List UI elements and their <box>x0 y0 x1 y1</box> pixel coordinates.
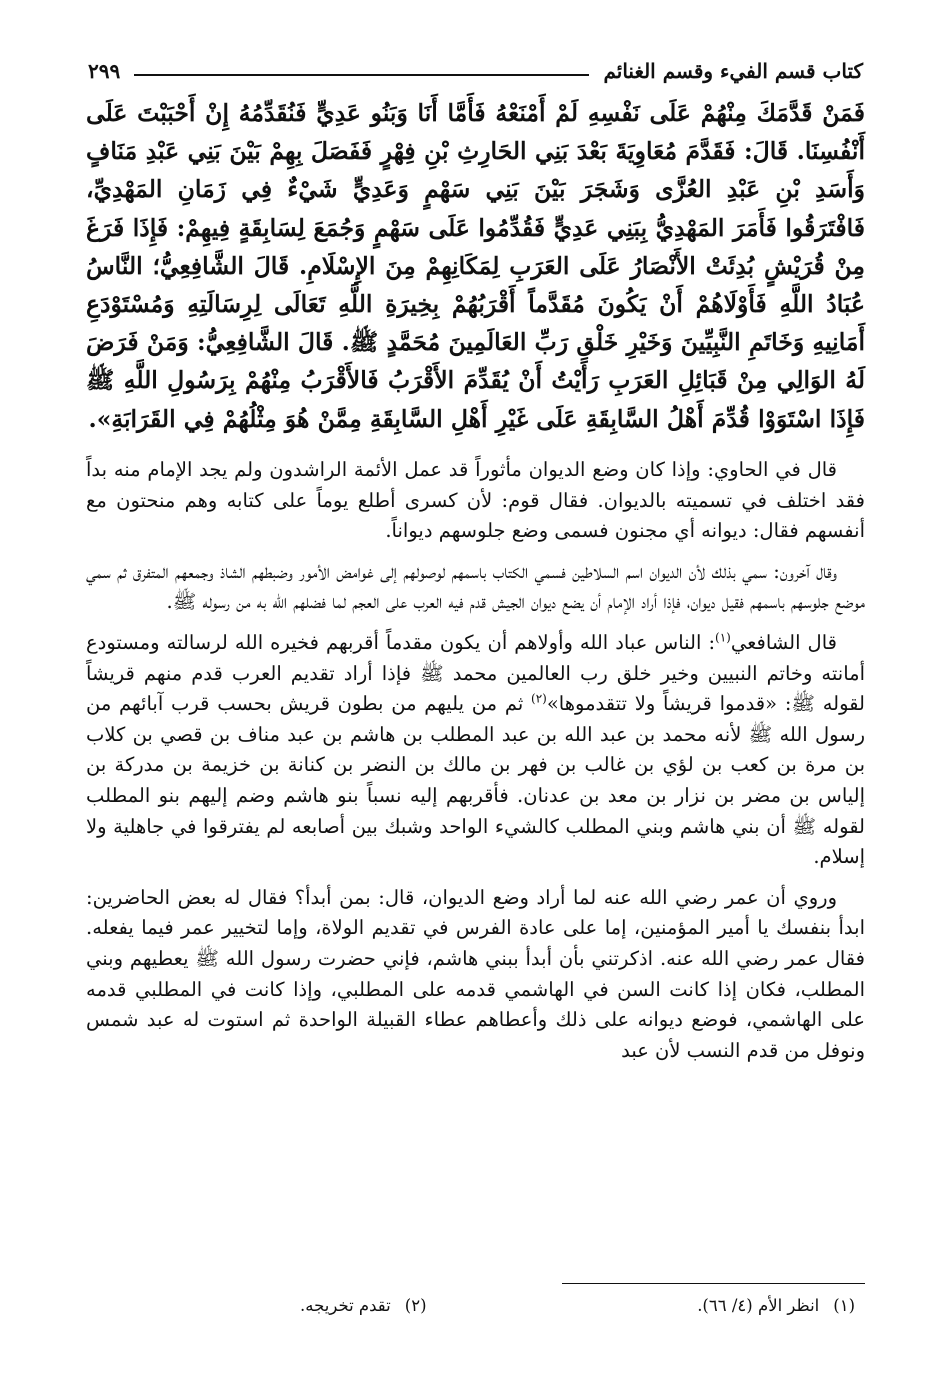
paragraph-text: ثم من يليهم من بطون قريش بحسب قرب آبائهم من رسول الله ﷺ لأنه محمد بن عبد الله بن عبد المطلب بن هاشم بن عبد مناف بن قصي بن كلاب بن مرة بن كعب بن لؤي بن غالب بن فهر بن مالك بن النضر بن كنانة بن خزيمة بن مدركة بن إلياس بن مضر بن نزار بن معد بن عدنان. فأقربهم إليه نسباً بنو هاشم وضم إليهم بنو المطلب لقوله ﷺ أن بني هاشم وبني المطلب كالشيء الواحد وشبك بين أصابعه لم يفترقوا في جاهلية ولا إسلام. <box>86 692 865 869</box>
commentary-paragraph <box>86 628 865 873</box>
footnote-divider <box>562 1283 865 1284</box>
footnote-number: (١) <box>833 1296 855 1315</box>
main-text-block: فَمَنْ قَدَّمَكَ مِنْهُمْ عَلَى نَفْسِهِ لَمْ أَمْنَعْهُ فَأَمَّا أَنَا وَبَنُو عَدِيٍّ فَنُقَدِّمُهُ إِنْ أَحْبَبْتَ عَلَى أَنْفُسِنَا. قَالَ: فَقَدَّمَ مُعَاوِيَةَ بَعْدَ بَنِي الحَارِثِ بْنِ فِهْرٍ فَفَصَلَ بِهِمْ بَيْنَ بَنِي عَبْدِ مَنَافٍ وَأَسَدِ بْنِ عَبْدِ العُزَّى وَشَجَرَ بَيْنَ بَنِي سَهْمٍ وَعَدِيٍّ شَيْءٌ فِي زَمَانِ المَهْدِيِّ، فَافْتَرَقُوا فَأَمَرَ المَهْدِيُّ بِبَنِي عَدِيٍّ فَقُدِّمُوا عَلَى سَهْمٍ وَجُمَعَ لِسَابِقَةٍ فِيهِمْ: فَإِذَا فَرَغَ مِنْ قُرَيْشٍ بُدِئَتْ الأَنْصَارُ عَلَى العَرَبِ لِمَكَانِهِمْ مِنَ الإِسْلَامِ. قَالَ الشَّافِعِيُّ؛ النَّاسُ عُبَادُ اللَّهِ فَأَوْلَاهُمْ أَنْ يَكُونَ مُقَدَّماً أَقْرَبُهُمْ بِخِيرَةِ اللَّهِ تَعَالَى لِرِسَالَتِهِ وَمُسْتَوْدَعِ أَمَانِيهِ وَخَاتَمِ النَّبِيِّينَ وَخَيْرِ خَلْقِ رَبِّ العَالَمِينَ مُحَمَّدٍ ﷺ. قَالَ الشَّافِعِيُّ: وَمَنْ فَرَضَ لَهُ الوَالِي مِنْ قَبَائِلِ العَرَبِ رَأَيْتُ أَنْ يُقَدِّمَ الأَقْرَبُ فَالأَقْرَبُ مِنْهُمْ بِرَسُولِ اللَّهِ ﷺ فَإِذَا اسْتَوَوْا قُدِّمَ أَهْلُ السَّابِقَةِ عَلَى غَيْرِ أَهْلِ السَّابِقَةِ مِمَّنْ هُوَ مِثْلُهُمْ فِي القَرَابَةِ». <box>86 99 865 433</box>
commentary-paragraph: قال في الحاوي: وإذا كان وضع الديوان مأثوراً قد عمل الأئمة الراشدون ولم يجد الإمام منه بداً فقد اختلف في تسميته بالديوان. فقال قوم: لأن كسرى أطلع يوماً على كتابه وهم منحتون مع أنفسهم فقال: ديوانه أي مجنون فسمى وضع جلوسهم ديواناً. <box>86 458 865 543</box>
commentary-paragraph: وروي أن عمر رضي الله عنه لما أراد وضع الديوان، قال: بمن أبدأ؟ فقال له بعض الحاضرين: ابدأ بنفسك يا أمير المؤمنين، إما على عادة الفرس في تقديم الولاة، وإما لتخيير عمر فيما يفعله. فقال عمر رضي الله عنه. اذكرتني بأن أبدأ ببني هاشم، فإني حضرت رسول الله ﷺ يعطيهم وبني المطلب، فكان إذا كانت السن في الهاشمي قدمه على المطلبي، وإذا كانت في المطلبي قدمه على الهاشمي، فوضع ديوانه على ذلك وأعطاهم عطاء القبيلة الواحدة ثم استوت له عبد شمس ونوفل من قدم النسب لأن عبد <box>86 885 865 1062</box>
footnote <box>697 1296 855 1315</box>
footnote <box>300 1296 427 1315</box>
page-number: ٢٩٩ <box>88 59 121 83</box>
footnote-text: انظر الأم (٤/ ٦٦). <box>697 1296 820 1315</box>
commentary-block <box>86 455 865 1076</box>
footnote-ref: (٢) <box>531 691 547 706</box>
commentary-paragraph: وقال آخرون: سمي بذلك لأن الديوان اسم السلاطين فسمي الكتاب باسمهم لوصولهم إلى غوامض الأمور وضبطهم الشاذ وجمعهم المتفرق ثم سمي موضع جلوسهم باسمهم فقيل ديوان، فإذا أراد الإمام أن يضع ديوان الجيش قدم فيه العرب على العجم لما فضلهم الله به من رسوله ﷺ. <box>86 559 865 614</box>
header-divider <box>134 74 589 76</box>
footnote-text: تقدم تخريجه. <box>300 1296 391 1315</box>
footnote-ref: (١) <box>715 630 731 645</box>
paragraph-text: قال الشافعي <box>730 630 837 654</box>
chapter-title: كتاب قسم الفيء وقسم الغنائم <box>603 59 863 83</box>
footnote-number: (٢) <box>404 1296 427 1315</box>
footnotes <box>300 1296 855 1315</box>
running-header <box>88 54 863 88</box>
paragraph-text: : الناس عباد الله وأولاهم أن يكون مقدماً أقربهم فخيره الله لرسالته ومستودع أمانته وخاتم النبيين وخير خلق رب العالمين محمد ﷺ فإذا أراد تقديم العرب قدم منهم قريشاً لقوله ﷺ: «قدموا قريشاً ولا تتقدموها» <box>86 630 865 716</box>
